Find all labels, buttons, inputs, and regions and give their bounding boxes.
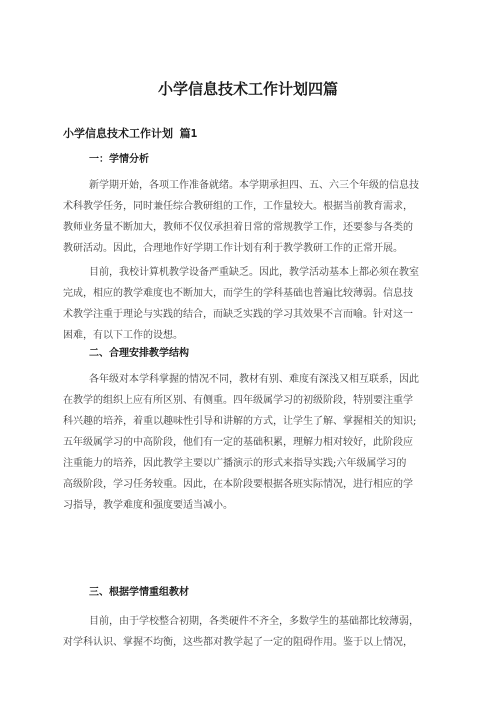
text-line: 教研活动。因此，合理地作好学期工作计划有利于教学教研工作的正常开展。 (63, 243, 403, 254)
section-heading-3: 三、根据学情重组教材 (89, 587, 189, 598)
text-line: 各年级对本学科掌握的情况不同，教材有别、难度有深浅又相互联系，因此 (89, 374, 419, 385)
text-line: 注重能力的培养，因此教学主要以广播演示的形式来指导实践;六年级属学习的 (63, 458, 407, 469)
text-line: 教师业务量不断加大，教师不仅仅承担着日常的常规教学工作，还要参与各类的 (63, 222, 413, 233)
text-line: 困难，有以下工作的设想。 (63, 330, 183, 341)
text-line: 术教学注重于理论与实践的结合，而缺乏实践的学习其效果不言而喻。针对这一 (63, 309, 413, 320)
section-heading-2: 二、合理安排教学结构 (89, 348, 189, 359)
text-line: 目前，由于学校整合初期，各类硬件不齐全，多数学生的基础都比较薄弱， (89, 616, 419, 627)
part-title: 小学信息技术工作计划 篇1 (63, 127, 198, 140)
text-line: 高级阶段，学习任务较重。因此，在本阶段要根据各班实际情况，进行相应的学 (63, 479, 413, 490)
section-heading-1: 一：学情分析 (89, 154, 149, 165)
text-line: 目前，我校计算机教学设备严重缺乏。因此，教学活动基本上都必须在教室 (89, 267, 419, 278)
text-line: 对学科认识、掌握不均衡，这些都对教学起了一定的阻碍作用。鉴于以上情况， (63, 637, 413, 648)
text-line: 新学期开始，各项工作准备就绪。本学期承担四、五、六三个年级的信息技 (89, 180, 419, 191)
paragraph-1 (63, 175, 433, 259)
paragraph-2 (63, 262, 433, 346)
paragraph-4 (63, 611, 433, 653)
text-line: 在教学的组织上应有所区别、有侧重。四年级属学习的初级阶段，特别要注重学 (63, 395, 413, 406)
text-line: 科兴趣的培养，着重以趣味性引导和讲解的方式，让学生了解、掌握相关的知识; (63, 416, 417, 427)
text-line: 习指导，教学难度和强度要适当减小。 (63, 500, 233, 511)
text-line: 完成，相应的教学难度也不断加大，而学生的学科基础也普遍比较薄弱。信息技 (63, 288, 413, 299)
document-title: 小学信息技术工作计划四篇 (157, 80, 338, 98)
text-line: 术科教学任务，同时兼任综合教研组的工作，工作量较大。根据当前教育需求， (63, 201, 413, 212)
paragraph-3 (63, 369, 433, 516)
text-line: 五年级属学习的中高阶段，他们有一定的基础积累，理解力相对较好，此阶段应 (63, 437, 413, 448)
